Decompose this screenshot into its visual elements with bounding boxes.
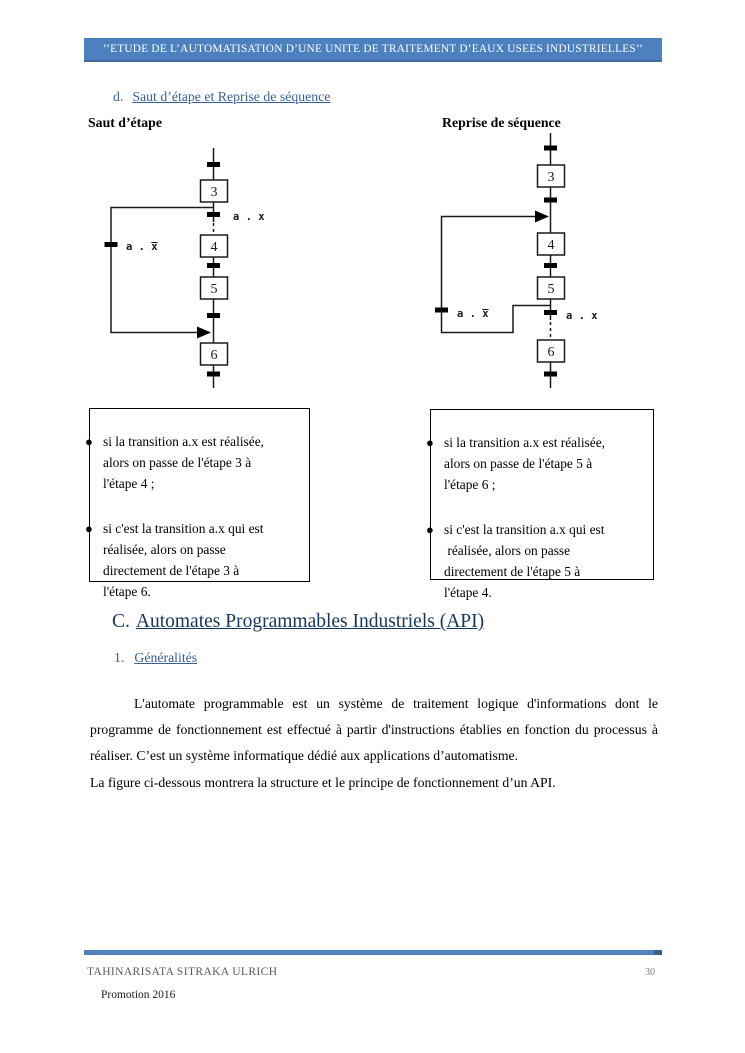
note-box-reprise bbox=[426, 409, 654, 600]
transition-bar bbox=[207, 263, 220, 268]
transition-bar bbox=[544, 310, 557, 315]
note-line: l'étape 6. bbox=[103, 584, 151, 599]
transition-bar bbox=[207, 212, 220, 217]
step-number: 4 bbox=[210, 240, 218, 255]
step-number: 4 bbox=[547, 238, 555, 253]
body-paragraph: L'automate programmable est un système de traitement logique d'informations dont le programme de fonctionnement est effectué à partir d'instructions établies en fonction du processus à réaliser. C’est un système informatique dédié aux applications d’automatisme. bbox=[90, 695, 658, 763]
footer-rule-tip bbox=[654, 950, 662, 955]
bullet-icon: ● bbox=[85, 521, 93, 536]
transition-bar bbox=[207, 372, 220, 377]
heading-d bbox=[113, 89, 330, 105]
transition-label-ax: a . x bbox=[233, 211, 265, 223]
heading-c-marker: C. bbox=[112, 611, 130, 632]
page-header-banner bbox=[84, 38, 662, 62]
heading-c bbox=[112, 611, 484, 633]
grafcet-diagram-saut bbox=[95, 143, 275, 395]
footer-rule bbox=[84, 950, 662, 955]
column-title-saut: Saut d’étape bbox=[88, 115, 162, 130]
note-text bbox=[103, 518, 309, 602]
figure-note-paragraph: La figure ci-dessous montrera la structure et le principe de fonctionnement d’un API. bbox=[90, 774, 556, 790]
step-number: 3 bbox=[547, 170, 555, 185]
list-item bbox=[426, 432, 653, 495]
bullet-icon: ● bbox=[426, 522, 434, 537]
note-line: réalisée, alors on passe bbox=[444, 543, 571, 558]
transition-bar bbox=[207, 162, 220, 167]
arrowhead-icon bbox=[197, 327, 211, 339]
heading-1 bbox=[114, 650, 197, 666]
transition-bar bbox=[207, 313, 220, 318]
heading-d-marker: d. bbox=[113, 89, 124, 104]
step-number: 5 bbox=[547, 282, 555, 297]
arrowhead-icon bbox=[535, 211, 549, 223]
transition-label-ax-bar: a . x̅ bbox=[126, 241, 158, 253]
transition-label-ax-bar: a . x̅ bbox=[457, 308, 489, 320]
footer-promotion: Promotion 2016 bbox=[101, 989, 176, 1001]
note-box-saut bbox=[85, 408, 310, 599]
heading-c-title: Automates Programmables Industriels (API) bbox=[135, 611, 485, 632]
transition-bar-branch bbox=[105, 242, 118, 247]
grafcet-diagram-reprise bbox=[425, 128, 610, 394]
heading-d-title: Saut d’étape et Reprise de séquence bbox=[132, 89, 331, 104]
bullet-icon: ● bbox=[426, 435, 434, 450]
note-line: si la transition a.x est réalisée, bbox=[444, 435, 606, 450]
transition-bar-branch bbox=[435, 308, 448, 313]
transition-label-ax: a . x bbox=[566, 310, 598, 322]
note-text bbox=[444, 519, 653, 603]
note-line: l'étape 6 ; bbox=[444, 477, 496, 492]
note-line: l'étape 4. bbox=[444, 585, 492, 600]
heading-1-marker: 1. bbox=[114, 650, 125, 665]
transition-bar bbox=[544, 263, 557, 268]
footer-author: TAHINARISATA SITRAKA ULRICH bbox=[87, 966, 278, 978]
step-number: 6 bbox=[210, 348, 218, 363]
note-line: directement de l'étape 5 à bbox=[444, 564, 581, 579]
note-text bbox=[444, 432, 653, 495]
branch-line bbox=[111, 208, 214, 333]
bullet-icon: ● bbox=[85, 434, 93, 449]
step-number: 5 bbox=[210, 282, 218, 297]
list-item bbox=[85, 518, 309, 602]
list-item bbox=[426, 519, 653, 603]
list-item bbox=[85, 431, 309, 494]
note-line: l'étape 4 ; bbox=[103, 476, 155, 491]
note-line: alors on passe de l'étape 3 à bbox=[103, 455, 252, 470]
banner-title: ’’ETUDE DE L’AUTOMATISATION D’UNE UNITE DE TRAITEMENT D’EAUX USEES INDUSTRIELLES’’ bbox=[102, 43, 644, 55]
note-line: alors on passe de l'étape 5 à bbox=[444, 456, 593, 471]
note-line: si la transition a.x est réalisée, bbox=[103, 434, 265, 449]
note-text bbox=[103, 431, 309, 494]
note-line: si c'est la transition a.x qui est bbox=[444, 522, 605, 537]
transition-bar bbox=[544, 146, 557, 151]
transition-bar bbox=[544, 198, 557, 203]
column-title-reprise: Reprise de séquence bbox=[442, 115, 561, 130]
page-number: 30 bbox=[645, 967, 655, 978]
step-number: 6 bbox=[547, 345, 555, 360]
note-line: réalisée, alors on passe bbox=[103, 542, 226, 557]
note-line: si c'est la transition a.x qui est bbox=[103, 521, 264, 536]
note-line: directement de l'étape 3 à bbox=[103, 563, 240, 578]
transition-bar bbox=[544, 372, 557, 377]
heading-1-title: Généralités bbox=[134, 650, 198, 665]
step-number: 3 bbox=[210, 185, 218, 200]
